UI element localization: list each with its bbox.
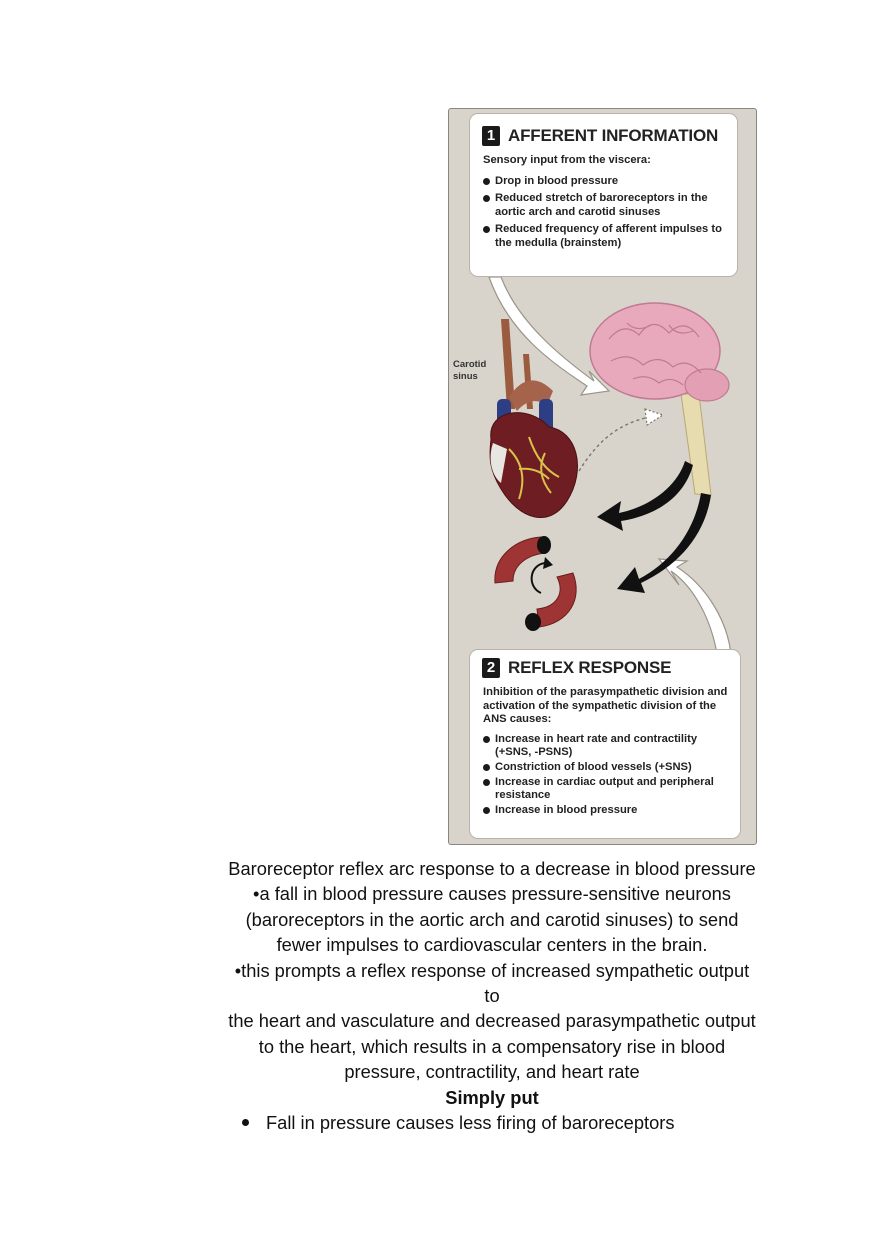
blood-vessel-icon [495,536,576,631]
list-item: Increase in heart rate and contractility (+SNS, -PSNS) [482,733,730,759]
carotid-sinus-label: Carotid sinus [453,359,487,382]
list-item: Constriction of blood vessels (+SNS) [482,761,730,774]
list-item: Increase in cardiac output and peripheral resistance [482,776,730,802]
caption-line: •this prompts a reflex response of increased sympathetic output [234,959,750,981]
list-item: Fall in pressure causes less firing of baroreceptors [236,1110,674,1135]
caption-line: the heart and vasculature and decreased parasympathetic output [228,1010,756,1032]
caption-line: fewer impulses to cardiovascular centers in the brain. [276,934,708,956]
efferent-arrow-vessels [617,493,711,593]
brain-icon [590,303,729,495]
step-number: 1 [482,126,500,146]
step-number: 2 [482,658,500,678]
reflex-bullet-list [482,733,730,817]
panel-intro: Sensory input from the viscera: [483,154,651,166]
list-item: Reduced frequency of afferent impulses to the medulla (brainstem) [482,222,727,250]
afferent-bullet-list [482,174,727,250]
list-item: Reduced stretch of baroreceptors in the aortic arch and carotid sinuses [482,191,727,219]
efferent-arrow-white [659,559,731,654]
efferent-arrow-heart [597,461,693,531]
heart-icon [490,319,577,518]
dashed-signal-arrow [579,417,649,471]
panel-intro: Inhibition of the parasympathetic division and activation of the sympathetic division of the ANS causes: [483,686,728,725]
afferent-information-panel [469,113,738,277]
caption-line: pressure, contractility, and heart rate [344,1061,640,1083]
caption-line: (baroreceptors in the aortic arch and carotid sinuses) to send [245,908,739,930]
caption-line: Baroreceptor reflex arc response to a decrease in blood pressure [228,858,756,879]
rotate-arrow-icon [532,563,545,593]
list-item: Increase in blood pressure [482,804,730,817]
caption-line: •a fall in blood pressure causes pressure-sensitive neurons [253,883,731,905]
reflex-response-panel [469,649,741,839]
panel-title: REFLEX RESPONSE [508,658,672,677]
caption-line: to the heart, which results in a compensatory rise in blood [258,1035,726,1057]
caption-line: to [484,985,500,1007]
simply-put-heading: Simply put [445,1086,539,1108]
summary-bullet-list [236,1110,674,1135]
figure-caption [200,856,784,1110]
list-item: Drop in blood pressure [482,174,727,188]
panel-title: AFFERENT INFORMATION [508,126,719,145]
baroreceptor-figure [448,108,757,845]
